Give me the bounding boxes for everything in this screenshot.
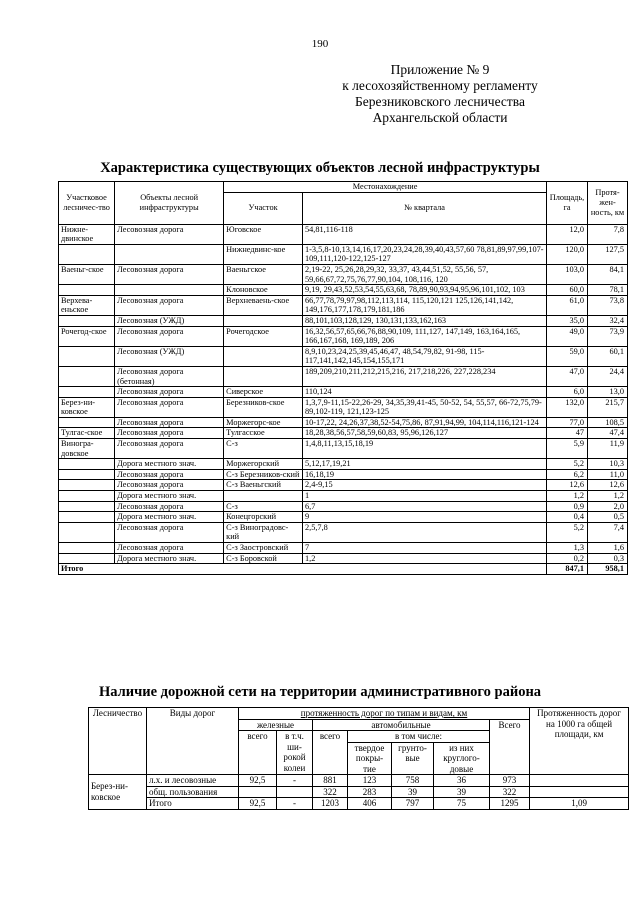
table-row — [89, 786, 629, 798]
district-cell — [59, 315, 115, 326]
infra-table-title: Характеристика существующих объектов лесной инфраструктуры — [100, 160, 540, 176]
value-cell: - — [277, 775, 313, 787]
object-cell: Лесовозная дорога (бетонная) — [115, 366, 224, 386]
object-cell: Лесовозная дорога — [115, 439, 224, 459]
quarter-cell: 88,101,103,128,129, 130,131,133,162,163 — [302, 315, 546, 326]
value-cell — [239, 786, 277, 798]
density-cell: 11,9 — [588, 439, 628, 459]
page-number: 190 — [311, 38, 329, 50]
district-cell — [59, 491, 115, 502]
annex-line: к лесохозяйственному регламенту — [342, 78, 538, 93]
plot-cell: Тулгасское — [224, 428, 303, 439]
plot-cell — [224, 491, 303, 502]
district-cell: Ваеньг-ское — [59, 264, 115, 284]
road-type-cell: л.х. и лесовозные — [147, 775, 239, 787]
area-cell: 5,9 — [547, 439, 588, 459]
object-cell: Дорога местного знач. — [115, 491, 224, 502]
header-hard-surface: твердое покры-тие — [348, 742, 392, 775]
table-row — [89, 798, 629, 810]
value-cell: 92,5 — [239, 798, 277, 810]
table-row — [59, 417, 628, 428]
header-road-density: Протяженность дорог на 1000 га общей площади, км — [530, 708, 629, 775]
area-cell: 12,0 — [547, 224, 588, 244]
value-cell: 123 — [348, 775, 392, 787]
district-cell — [59, 512, 115, 523]
area-cell: 0,4 — [547, 512, 588, 523]
object-cell: Дорога местного знач. — [115, 553, 224, 564]
area-cell: 103,0 — [547, 264, 588, 284]
table-row — [59, 326, 628, 346]
quarter-cell: 5,12,17,19,21 — [302, 459, 546, 470]
table-row — [59, 315, 628, 326]
table-row — [59, 366, 628, 386]
total-density: 958,1 — [588, 564, 628, 575]
table-row — [59, 512, 628, 523]
object-cell: Лесовозная дорога — [115, 295, 224, 315]
plot-cell: С-з Ваеньгский — [224, 480, 303, 491]
object-cell: Лесовозная дорога — [115, 326, 224, 346]
header-rail-total: всего — [239, 731, 277, 775]
table-row — [59, 285, 628, 296]
plot-cell: Сиверское — [224, 387, 303, 398]
header-quarter: № квартала — [302, 192, 546, 224]
density-cell: 32,4 — [588, 315, 628, 326]
total-label: Итого — [59, 564, 547, 575]
plot-cell: Рочегодское — [224, 326, 303, 346]
object-cell: Лесовозная дорога — [115, 480, 224, 491]
density-cell: 2,0 — [588, 501, 628, 512]
quarter-cell: 6,7 — [302, 501, 546, 512]
table-row — [59, 522, 628, 542]
quarter-cell: 1,4,8,11,13,15,18,19 — [302, 439, 546, 459]
object-cell: Дорога местного знач. — [115, 512, 224, 523]
density-cell: 7,4 — [588, 522, 628, 542]
table-row — [59, 224, 628, 244]
district-cell: Виногра-довское — [59, 439, 115, 459]
infrastructure-table — [58, 181, 628, 575]
plot-cell: Моржегорский — [224, 459, 303, 470]
area-cell: 49,0 — [547, 326, 588, 346]
annex-line: Приложение № 9 — [390, 62, 490, 77]
object-cell: Лесовозная дорога — [115, 501, 224, 512]
density-cell: 78,1 — [588, 285, 628, 296]
density-cell: 12,6 — [588, 480, 628, 491]
table-row — [59, 295, 628, 315]
header-forestry: Лесничество — [89, 708, 147, 775]
value-cell: 1,09 — [530, 798, 629, 810]
plot-cell: Юговское — [224, 224, 303, 244]
road-type-cell: общ. пользования — [147, 786, 239, 798]
area-cell: 1,3 — [547, 543, 588, 554]
plot-cell: С-з Заостровский — [224, 543, 303, 554]
header-area: Площадь, га — [547, 182, 588, 225]
header-location: Местонахождение — [224, 182, 547, 193]
quarter-cell: 1 — [302, 491, 546, 502]
value-cell: 36 — [434, 775, 490, 787]
district-cell: Нижне-двинское — [59, 224, 115, 244]
value-cell: 758 — [392, 775, 434, 787]
district-cell — [59, 553, 115, 564]
plot-cell: Конецгорский — [224, 512, 303, 523]
plot-cell — [224, 346, 303, 366]
density-cell: 0,3 — [588, 553, 628, 564]
district-cell: Тулгас-ское — [59, 428, 115, 439]
area-cell: 5,2 — [547, 459, 588, 470]
value-cell: 283 — [348, 786, 392, 798]
plot-cell: С-з Березников-ский — [224, 469, 303, 480]
district-cell — [59, 285, 115, 296]
area-cell: 5,2 — [547, 522, 588, 542]
density-cell: 84,1 — [588, 264, 628, 284]
value-cell: 322 — [313, 786, 348, 798]
object-cell: Лесовозная дорога — [115, 428, 224, 439]
district-cell — [59, 387, 115, 398]
object-cell — [115, 285, 224, 296]
area-cell: 61,0 — [547, 295, 588, 315]
object-cell: Лесовозная дорога — [115, 224, 224, 244]
annex-line: Березниковского лесничества — [355, 94, 525, 109]
table-row — [59, 244, 628, 264]
table-row — [59, 469, 628, 480]
district-cell — [59, 469, 115, 480]
quarter-cell: 9,19, 29,43,52,53,54,55,63,68, 78,89,90,93,94,95,96,101,102, 103 — [302, 285, 546, 296]
quarter-cell: 7 — [302, 543, 546, 554]
plot-cell: С-з Виноградовс-кий — [224, 522, 303, 542]
value-cell: - — [277, 798, 313, 810]
table-row — [59, 459, 628, 470]
header-grand-total: Всего — [490, 719, 530, 775]
table-row — [89, 775, 629, 787]
road-type-cell: Итого — [147, 798, 239, 810]
value-cell: 39 — [392, 786, 434, 798]
header-auto: автомобильные — [313, 719, 490, 731]
annex-line: Архангельской области — [372, 110, 508, 125]
district-cell — [59, 543, 115, 554]
header-objects: Объекты лесной инфраструктуры — [115, 182, 224, 225]
density-cell: 1,2 — [588, 491, 628, 502]
area-cell: 6,0 — [547, 387, 588, 398]
plot-cell: Березников-ское — [224, 397, 303, 417]
density-cell: 10,3 — [588, 459, 628, 470]
density-cell: 0,5 — [588, 512, 628, 523]
roads-table-body — [89, 775, 629, 810]
plot-cell — [224, 366, 303, 386]
plot-cell: С-з — [224, 501, 303, 512]
density-cell: 7,8 — [588, 224, 628, 244]
area-cell: 59,0 — [547, 346, 588, 366]
value-cell: 39 — [434, 786, 490, 798]
value-cell: 797 — [392, 798, 434, 810]
object-cell: Лесовозная дорога — [115, 522, 224, 542]
quarter-cell: 9 — [302, 512, 546, 523]
header-all-season: из них круглого-довые — [434, 742, 490, 775]
area-cell: 12,6 — [547, 480, 588, 491]
header-district: Участковое лесничес-тво — [59, 182, 115, 225]
quarter-cell: 66,77,78,79,97,98,112,113,114, 115,120,121 125,126,141,142, 149,176,177,178,179,181,186 — [302, 295, 546, 315]
table-row — [59, 480, 628, 491]
density-cell: 1,6 — [588, 543, 628, 554]
density-cell: 108,5 — [588, 417, 628, 428]
density-cell: 73,8 — [588, 295, 628, 315]
area-cell: 0,9 — [547, 501, 588, 512]
area-cell: 47 — [547, 428, 588, 439]
object-cell: Лесовозная дорога — [115, 469, 224, 480]
plot-cell: С-з — [224, 439, 303, 459]
roads-table-title: Наличие дорожной сети на территории административного района — [98, 684, 542, 700]
forestry-cell: Берез-ни-ковское — [89, 775, 147, 810]
object-cell: Лесовозная (УЖД) — [115, 315, 224, 326]
table-row — [59, 428, 628, 439]
area-cell: 35,0 — [547, 315, 588, 326]
value-cell: 406 — [348, 798, 392, 810]
quarter-cell: 1-3,5,8-10,13,14,16,17,20,23,24,28,39,40,43,57,60 78,81,89,97,99,107-109,111,120-122,125-127 — [302, 244, 546, 264]
quarter-cell: 110,124 — [302, 387, 546, 398]
area-cell: 0,2 — [547, 553, 588, 564]
header-plot: Участок — [224, 192, 303, 224]
value-cell — [530, 775, 629, 787]
district-cell — [59, 522, 115, 542]
plot-cell: Ваеньгское — [224, 264, 303, 284]
density-cell: 47,4 — [588, 428, 628, 439]
table-row — [59, 387, 628, 398]
plot-cell: Нижнедвинс-кое — [224, 244, 303, 264]
header-including: в том числе: — [348, 731, 490, 743]
object-cell: Лесовозная дорога — [115, 543, 224, 554]
density-cell: 11,0 — [588, 469, 628, 480]
quarter-cell: 18,28,38,56,57,58,59,60,83, 95,96,126,127 — [302, 428, 546, 439]
quarter-cell: 16,32,56,57,65,66,76,88,90,109, 111,127, 147,149, 163,164,165, 166,167,168, 169,189, 206 — [302, 326, 546, 346]
plot-cell: Верхневаень-ское — [224, 295, 303, 315]
district-cell — [59, 501, 115, 512]
quarter-cell: 2,4-9,15 — [302, 480, 546, 491]
header-ground: грунто-вые — [392, 742, 434, 775]
area-cell: 132,0 — [547, 397, 588, 417]
table-row — [59, 501, 628, 512]
value-cell — [530, 786, 629, 798]
object-cell: Лесовозная дорога — [115, 387, 224, 398]
table-row — [59, 491, 628, 502]
density-cell: 13,0 — [588, 387, 628, 398]
header-rail-wide: в т.ч. ши-рокой колеи — [277, 731, 313, 775]
total-row — [59, 564, 628, 575]
header-auto-total: всего — [313, 731, 348, 775]
quarter-cell: 189,209,210,211,212,215,216, 217,218,226, 227,228,234 — [302, 366, 546, 386]
area-cell: 1,2 — [547, 491, 588, 502]
table-row — [59, 397, 628, 417]
district-cell — [59, 459, 115, 470]
district-cell — [59, 417, 115, 428]
plot-cell: Клоновское — [224, 285, 303, 296]
district-cell — [59, 346, 115, 366]
table-row — [59, 346, 628, 366]
quarter-cell: 54,81,116-118 — [302, 224, 546, 244]
object-cell — [115, 244, 224, 264]
value-cell: 1295 — [490, 798, 530, 810]
value-cell: 973 — [490, 775, 530, 787]
value-cell: 881 — [313, 775, 348, 787]
table-row — [59, 439, 628, 459]
district-cell: Берез-ни-ковское — [59, 397, 115, 417]
plot-cell: Моржегорс-кое — [224, 417, 303, 428]
district-cell — [59, 244, 115, 264]
density-cell: 73,9 — [588, 326, 628, 346]
area-cell: 47,0 — [547, 366, 588, 386]
object-cell: Лесовозная дорога — [115, 417, 224, 428]
plot-cell: С-з Боровской — [224, 553, 303, 564]
quarter-cell: 2,5,7,8 — [302, 522, 546, 542]
density-cell: 60,1 — [588, 346, 628, 366]
plot-cell — [224, 315, 303, 326]
quarter-cell: 16,18,19 — [302, 469, 546, 480]
quarter-cell: 2,19-22, 25,26,28,29,32, 33,37, 43,44,51,52, 55,56, 57, 59,66,67,72,75,76,77,90,104, 108,116, 120 — [302, 264, 546, 284]
object-cell: Лесовозная дорога — [115, 264, 224, 284]
value-cell — [277, 786, 313, 798]
district-cell — [59, 480, 115, 491]
density-cell: 127,5 — [588, 244, 628, 264]
district-cell: Верхева-еньское — [59, 295, 115, 315]
density-cell: 24,4 — [588, 366, 628, 386]
value-cell: 75 — [434, 798, 490, 810]
header-length-group: протяженность дорог по типам и видам, км — [239, 708, 530, 720]
value-cell: 1203 — [313, 798, 348, 810]
object-cell: Дорога местного знач. — [115, 459, 224, 470]
infra-table-body — [59, 224, 628, 574]
area-cell: 60,0 — [547, 285, 588, 296]
district-cell: Рочегод-ское — [59, 326, 115, 346]
value-cell: 322 — [490, 786, 530, 798]
header-density: Протя-жен-ность, км — [588, 182, 628, 225]
table-row — [59, 264, 628, 284]
value-cell: 92,5 — [239, 775, 277, 787]
table-row — [59, 543, 628, 554]
area-cell: 120,0 — [547, 244, 588, 264]
area-cell: 6,2 — [547, 469, 588, 480]
roads-table — [88, 707, 629, 810]
total-area: 847,1 — [547, 564, 588, 575]
quarter-cell: 1,3,7,9-11,15-22,26-29, 34,35,39,41-45, 50-52, 54, 55,57, 66-72,75,79- 89,102-119, 121,123-125 — [302, 397, 546, 417]
header-rail: железные — [239, 719, 313, 731]
table-row — [59, 553, 628, 564]
density-cell: 215,7 — [588, 397, 628, 417]
area-cell: 77,0 — [547, 417, 588, 428]
annex-heading — [300, 62, 580, 126]
quarter-cell: 1,2 — [302, 553, 546, 564]
quarter-cell: 8,9,10,23,24,25,39,45,46,47, 48,54,79,82, 91-98, 115-117,141,142,145,154,155,171 — [302, 346, 546, 366]
quarter-cell: 10-17,22, 24,26,37,38,52-54,75,86, 87,91,94,99, 104,114,116,121-124 — [302, 417, 546, 428]
district-cell — [59, 366, 115, 386]
object-cell: Лесовозная дорога — [115, 397, 224, 417]
header-road-types: Виды дорог — [147, 708, 239, 775]
object-cell: Лесовозная (УЖД) — [115, 346, 224, 366]
